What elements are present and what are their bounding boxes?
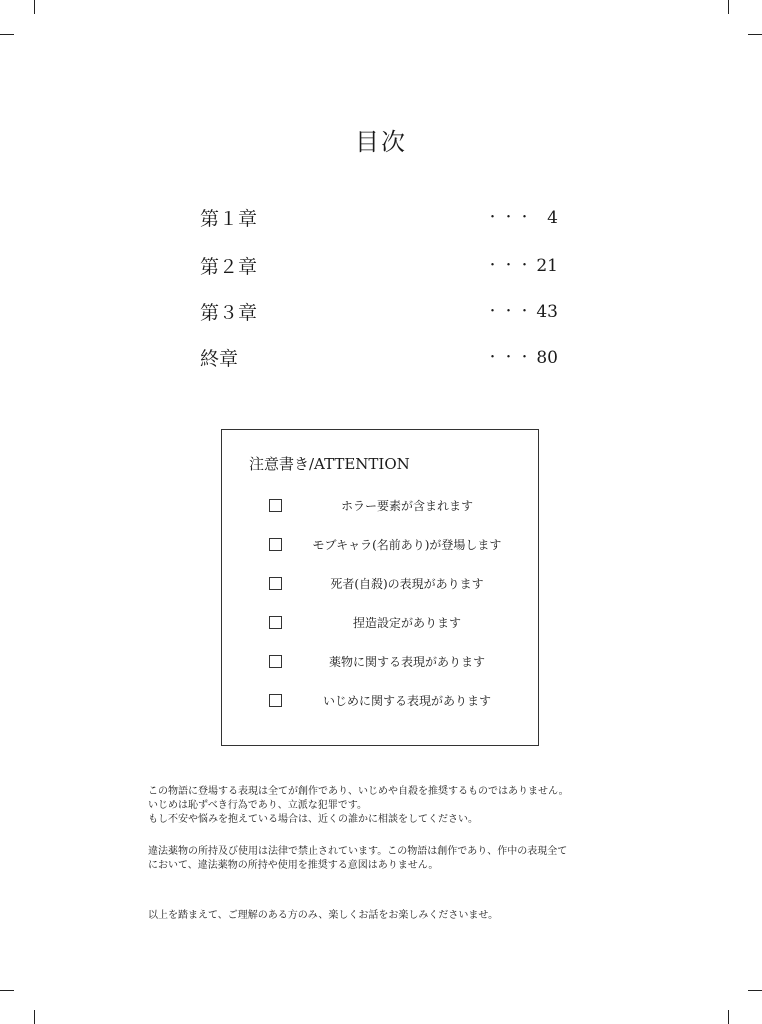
- disclaimer-paragraph-2: [148, 845, 628, 873]
- toc-label: 第３章: [200, 302, 258, 324]
- toc-dots: ・・・: [486, 258, 535, 273]
- toc-page-number: 43: [536, 302, 558, 322]
- attention-item: [269, 576, 519, 592]
- toc-label: 第１章: [200, 208, 258, 230]
- toc-label: 終章: [200, 348, 239, 370]
- attention-item-text: 薬物に関する表現があります: [328, 655, 485, 669]
- disclaimer-paragraph-1: [148, 785, 628, 827]
- toc-page-number: 4: [547, 208, 558, 228]
- attention-item-text: 捏造設定があります: [352, 616, 461, 630]
- toc-dots: ・・・: [486, 304, 535, 319]
- attention-item-text: モブキャラ(名前あり)が登場します: [312, 538, 502, 552]
- toc-dots: ・・・: [486, 210, 535, 225]
- toc-page-number: 21: [536, 256, 558, 276]
- attention-item: [269, 693, 519, 709]
- toc-dots: ・・・: [486, 350, 535, 365]
- toc-row: [200, 204, 558, 232]
- checkbox[interactable]: [269, 616, 282, 629]
- attention-item-text: ホラー要素が含まれます: [340, 499, 473, 513]
- disclaimer-line: もし不安や悩みを抱えている場合は、近くの誰かに相談をしてください。: [148, 814, 478, 825]
- disclaimer-line: いじめは恥ずべき行為であり、立派な犯罪です。: [148, 800, 367, 811]
- crop-mark-bottom-left: [34, 1010, 35, 1024]
- crop-mark-left-top: [0, 34, 14, 35]
- crop-mark-bottom-right: [728, 1010, 729, 1024]
- attention-item-text: 死者(自殺)の表現があります: [330, 577, 484, 591]
- checkbox[interactable]: [269, 694, 282, 707]
- checkbox[interactable]: [269, 577, 282, 590]
- crop-mark-right-top: [748, 34, 762, 35]
- checkbox[interactable]: [269, 655, 282, 668]
- attention-item: [269, 654, 519, 670]
- toc-row: [200, 252, 558, 280]
- attention-item: [269, 498, 519, 514]
- disclaimer-line: この物語に登場する表現は全てが創作であり、いじめや自殺を推奨するものではありません。: [148, 786, 569, 797]
- disclaimer-line: 以上を踏まえて、ご理解のある方のみ、楽しくお話をお楽しみくださいませ。: [148, 910, 499, 921]
- disclaimer-line: 違法薬物の所持及び使用は法律で禁止されています。この物語は創作であり、作中の表現全て: [148, 846, 568, 857]
- attention-heading: 注意書き/ATTENTION: [249, 455, 410, 473]
- toc-page-number: 80: [536, 348, 558, 368]
- crop-mark-left-bottom: [0, 990, 14, 991]
- crop-mark-top-right: [728, 0, 729, 14]
- attention-item: [269, 537, 519, 553]
- attention-item-text: いじめに関する表現があります: [322, 694, 491, 708]
- disclaimer-paragraph-3: [148, 909, 628, 923]
- crop-mark-top-left: [34, 0, 35, 14]
- toc-row: [200, 298, 558, 326]
- disclaimer-line: において、違法薬物の所持や使用を推奨する意図はありません。: [148, 860, 439, 871]
- crop-mark-right-bottom: [748, 990, 762, 991]
- page-title: 目次: [355, 128, 407, 156]
- toc-label: 第２章: [200, 256, 258, 278]
- attention-item: [269, 615, 519, 631]
- toc-row: [200, 344, 558, 372]
- attention-box: [221, 429, 539, 746]
- checkbox[interactable]: [269, 499, 282, 512]
- checkbox[interactable]: [269, 538, 282, 551]
